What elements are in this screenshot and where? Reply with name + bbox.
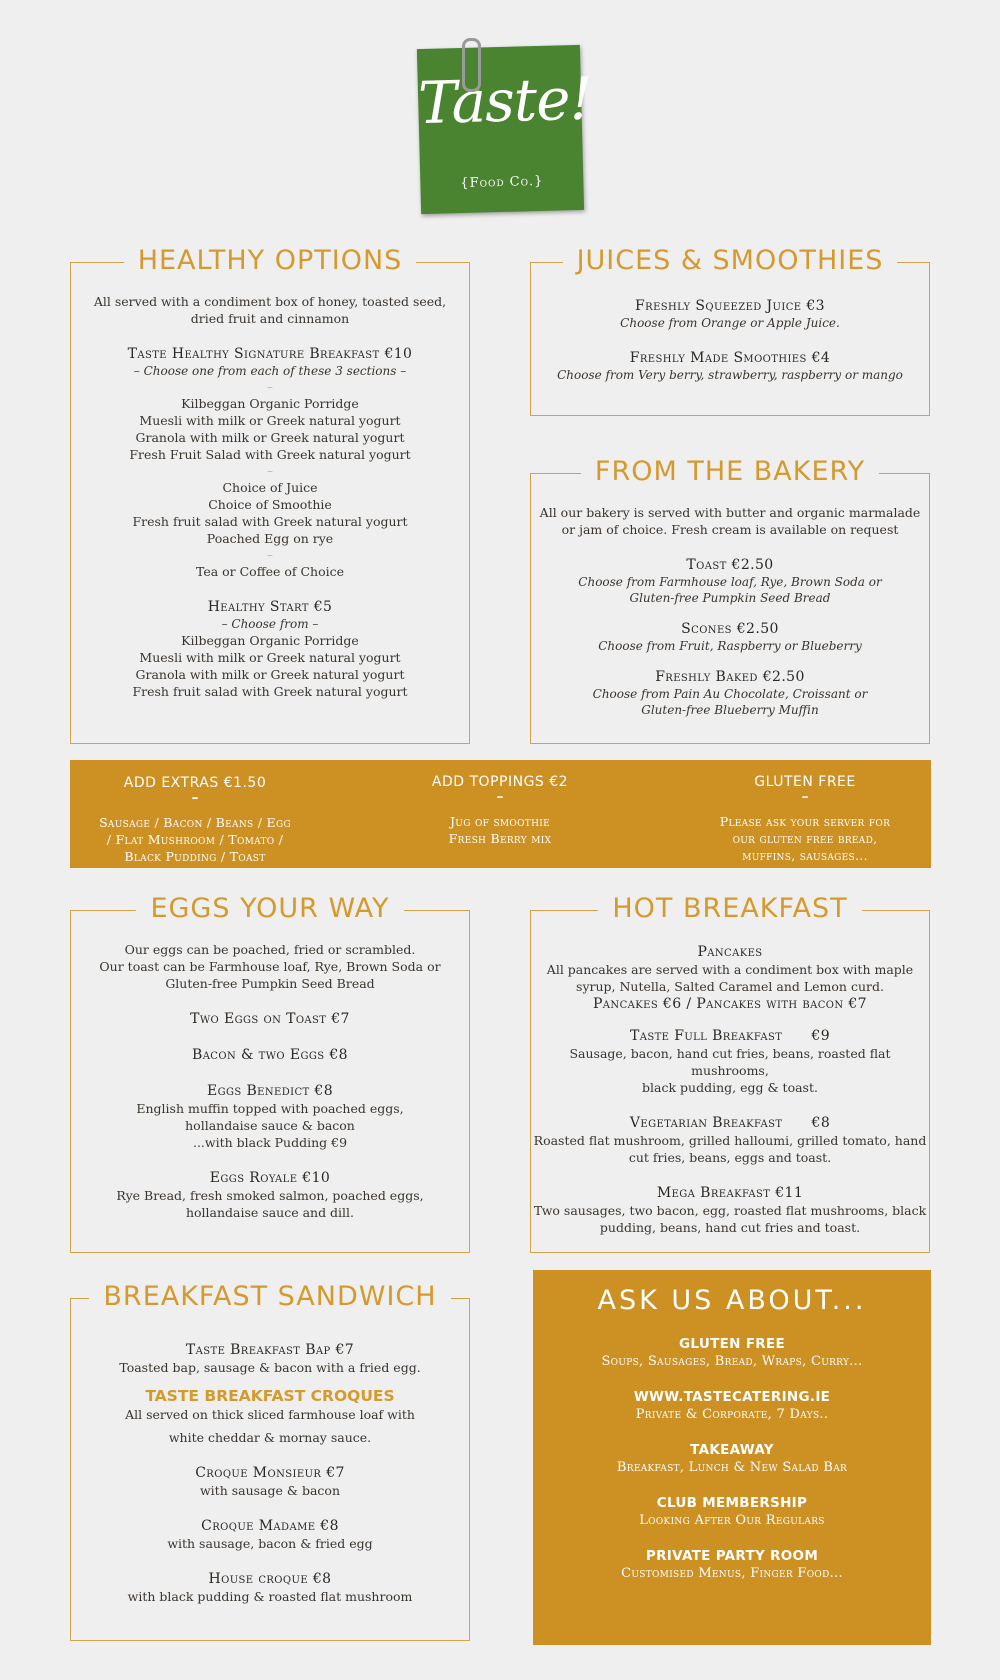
ask-item-heading: GLUTEN FREE [679,1336,785,1352]
croques-title: TASTE BREAKFAST CROQUES [145,1387,395,1405]
menu-item-note: Rye Bread, fresh smoked salmon, poached eggs, [116,1188,424,1203]
menu-item-note: white cheddar & mornay sauce. [168,1430,372,1445]
section-intro: All served with a condiment box of honey, toasted seed, [93,294,447,309]
column-line: Black Pudding / Toast [124,849,266,864]
menu-item-name: Freshly Baked €2.50 [655,669,805,685]
menu-item-note: with sausage, bacon & fried egg [167,1536,373,1551]
column-line: our gluten free bread, [732,831,878,846]
ask-item-text: Soups, Sausages, Bread, Wraps, Curry... [601,1354,863,1369]
divider: – [267,380,273,394]
section-title: FROM THE BAKERY [581,456,879,487]
menu-item-note: Toasted bap, sausage & bacon with a fried egg. [119,1360,421,1375]
menu-item-note: ...with black Pudding €9 [192,1135,348,1150]
column-line: Jug of smoothie [450,814,550,829]
breakfast-sandwich-section [70,1281,470,1641]
ask-item-heading: PRIVATE PARTY ROOM [645,1548,819,1564]
menu-item-note: syrup, Nutella, Salted Caramel and Lemon curd. [576,979,884,994]
add-extras-column [70,774,320,865]
list-item: Fresh fruit salad with Greek natural yogurt [132,684,408,699]
column-title: ADD TOPPINGS €2 [431,774,569,790]
menu-item-note: cut fries, beans, eggs and toast. [628,1150,832,1165]
menu-item-note: Sausage, bacon, hand cut fries, beans, roasted flat mushrooms, [569,1046,891,1078]
list-item: Kilbeggan Organic Porridge [181,396,359,411]
logo-subtitle: {Food Co.} [460,173,544,192]
menu-item-name: Healthy Start €5 [207,599,333,615]
menu-item-note: Gluten-free Pumpkin Seed Bread [629,591,831,605]
menu-item-name: House croque €8 [208,1571,332,1587]
column-title: ADD EXTRAS €1.50 [123,775,267,791]
list-item: Tea or Coffee of Choice [195,564,345,579]
juices-smoothies-section [530,245,930,416]
column-line: Please ask your server for [719,814,891,829]
menu-item-note: – Choose one from each of these 3 sections – [133,364,407,378]
divider: – [267,464,273,478]
column-line: Sausage / Bacon / Beans / Egg [99,815,291,830]
list-item: Muesli with milk or Greek natural yogurt [139,413,401,428]
menu-item-name: Freshly Squeezed Juice €3 [635,298,825,314]
menu-item-note: Gluten-free Blueberry Muffin [641,703,819,717]
section-intro: dried fruit and cinnamon [190,311,350,326]
section-title: JUICES & SMOOTHIES [563,245,898,276]
menu-item-note: Choose from Farmhouse loaf, Rye, Brown Soda or [578,575,882,589]
gluten-free-column [680,773,930,864]
menu-item-name: Scones €2.50 [681,621,779,637]
column-title: GLUTEN FREE [754,774,856,790]
menu-item-note: Choose from Very berry, strawberry, raspberry or mango [557,368,903,382]
menu-item-note: pudding, beans, hand cut fries and toast. [599,1220,861,1235]
section-intro: Our toast can be Farmhouse loaf, Rye, Brown Soda or [99,959,441,974]
menu-item-name: Mega Breakfast €11 [656,1185,804,1201]
menu-item-name: Croque Madame €8 [201,1518,339,1534]
ask-us-about-panel [533,1270,931,1645]
menu-item-note: Choose from Pain Au Chocolate, Croissant or [592,687,868,701]
list-item: Muesli with milk or Greek natural yogurt [139,650,401,665]
healthy-options-section [70,245,470,744]
section-intro: Our eggs can be poached, fried or scrambled. [124,942,416,957]
ask-item-text: Looking After Our Regulars [639,1513,825,1528]
list-item: Choice of Juice [222,480,318,495]
divider: – [801,789,809,805]
list-item: Granola with milk or Greek natural yogurt [135,430,405,445]
bakery-section [530,456,930,744]
menu-item-note: All pancakes are served with a condiment box with maple [546,962,914,977]
list-item: Granola with milk or Greek natural yogurt [135,667,405,682]
menu-item-price: Pancakes €6 / Pancakes with bacon €7 [592,996,867,1012]
column-line: Fresh Berry mix [448,831,552,846]
logo-wordmark: Taste! [417,64,593,138]
ask-item-text: Breakfast, Lunch & New Salad Bar [616,1460,848,1475]
menu-item-note: with black pudding & roasted flat mushroom [127,1589,413,1604]
panel-title: ASK US ABOUT... [597,1285,867,1316]
taste-logo [417,45,593,214]
section-title: HOT BREAKFAST [598,893,861,924]
menu-item-name: Eggs Benedict €8 [206,1083,334,1099]
menu-item-note: hollandaise sauce and dill. [185,1205,355,1220]
section-title: BREAKFAST SANDWICH [89,1281,450,1312]
ask-item-heading: TAKEAWAY [690,1442,774,1458]
menu-item-note: Choose from Orange or Apple Juice. [620,316,840,330]
section-intro: All our bakery is served with butter and organic marmalade [539,505,921,520]
paperclip-icon [462,38,481,92]
section-title: EGGS YOUR WAY [136,893,403,924]
menu-item-note: with sausage & bacon [199,1483,341,1498]
column-line: muffins, sausages... [742,848,868,863]
menu-item-note: – Choose from – [221,617,319,631]
column-line: / Flat Mushroom / Tomato / [106,832,284,847]
list-item: Fresh Fruit Salad with Greek natural yogurt [129,447,411,462]
divider: – [191,790,199,806]
menu-item-note: English muffin topped with poached eggs, [136,1101,404,1116]
ask-item-text: Customised Menus, Finger Food... [621,1566,843,1581]
divider: – [496,789,504,805]
extras-band [70,760,931,868]
menu-item-name: Taste Full Breakfast €9 [629,1028,831,1044]
hot-breakfast-section [530,893,930,1253]
ask-item-heading: CLUB MEMBERSHIP [656,1495,808,1511]
list-item: Poached Egg on rye [206,531,334,546]
divider: – [267,548,273,562]
menu-item-note: Two sausages, two bacon, egg, roasted flat mushrooms, black [533,1203,927,1218]
website-link[interactable]: WWW.TASTECATERING.IE [633,1389,831,1405]
menu-item-note: hollandaise sauce & bacon [185,1118,355,1133]
menu-item-name: Taste Healthy Signature Breakfast €10 [127,346,413,362]
list-item: Kilbeggan Organic Porridge [181,633,359,648]
section-intro: Gluten-free Pumpkin Seed Bread [165,976,375,991]
menu-item-note: All served on thick sliced farmhouse loaf with [125,1407,415,1422]
list-item: Choice of Smoothie [208,497,332,512]
ask-item-text: Private & Corporate, 7 Days.. [635,1407,829,1422]
menu-item-name: Taste Breakfast Bap €7 [185,1342,355,1358]
list-item: Fresh fruit salad with Greek natural yogurt [132,514,408,529]
menu-item-name: Vegetarian Breakfast €8 [629,1115,831,1131]
section-intro: or jam of choice. Fresh cream is available on request [561,522,899,537]
menu-item-note: Roasted flat mushroom, grilled halloumi, grilled tomato, hand [533,1133,927,1148]
menu-item-note: Choose from Fruit, Raspberry or Blueberry [598,639,862,653]
menu-item-name: Bacon & two Eggs €8 [192,1047,348,1063]
add-toppings-column [390,773,610,847]
menu-item-name: Toast €2.50 [686,557,774,573]
menu-item-note: black pudding, egg & toast. [642,1080,818,1095]
eggs-section [70,893,470,1253]
menu-item-name: Croque Monsieur €7 [195,1465,345,1481]
menu-item-name: Pancakes [697,944,763,960]
menu-item-name: Eggs Royale €10 [209,1170,331,1186]
menu-item-name: Two Eggs on Toast €7 [190,1011,350,1027]
menu-item-name: Freshly Made Smoothies €4 [629,350,831,366]
section-title: HEALTHY OPTIONS [124,245,417,276]
